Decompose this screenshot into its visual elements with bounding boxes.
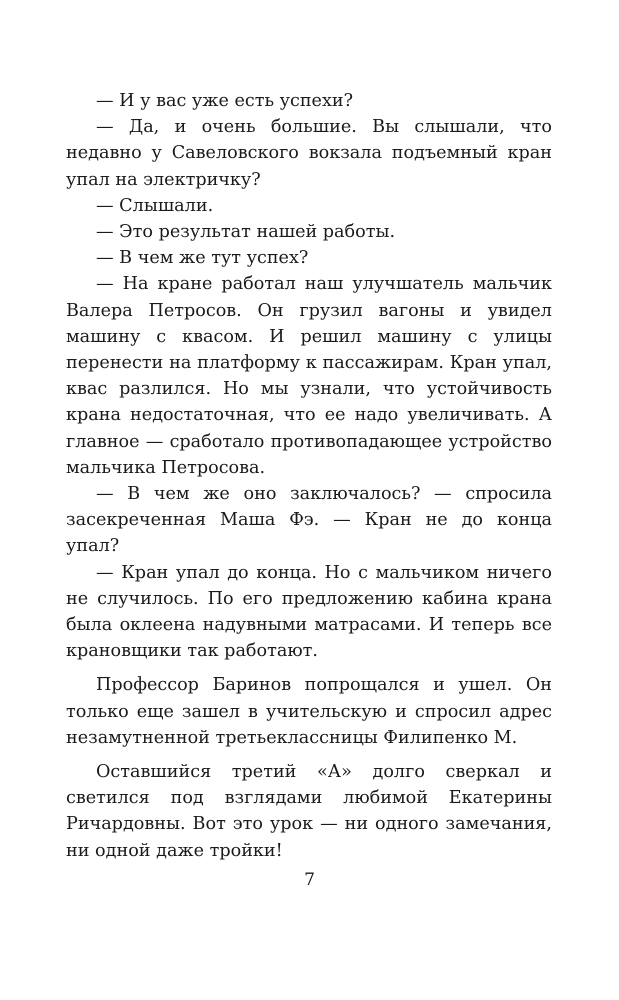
narrative-paragraph-2: Оставшийся третий «А» долго сверкал и светился под взглядами любимой Екатерины Ричардовны. Вот это урок — ни одного замечания, ни одной даже тройки! — [66, 762, 552, 861]
dialogue-line-1: — И у вас уже есть успехи? — [96, 91, 354, 111]
dialogue-line-6: — На кране работал наш улучшатель мальчик Валера Петросов. Он грузил вагоны и увидел машину с квасом. И решил машину с улицы перенести на платформу к пассажирам. Кран упал, квас разлился. Но мы узнали, что устойчивость крана недостаточная, что ее надо увеличивать. А главное — сработало противопадающее устройство мальчика Петросова. — [66, 274, 552, 478]
dialogue-line-4: — Это результат нашей работы. — [96, 222, 396, 243]
dialogue-line-3: — Слышали. — [96, 195, 214, 216]
narrative-paragraph-1: Профессор Баринов попрощался и ушел. Он только еще зашел в учительскую и спросил адрес незамутненной третьеклассницы Филипенко М. — [66, 675, 552, 748]
dialogue-line-7: — В чем же оно заключалось? — спросила засекреченная Маша Фэ. — Кран не до конца упал? — [66, 484, 552, 557]
dialogue-line-2: — Да, и очень большие. Вы слышали, что недавно у Савеловского вокзала подъемный кран упал на электричку? — [66, 117, 552, 190]
dialogue-line-8: — Кран упал до конца. Но с мальчиком ничего не случилось. По его предложению кабина крана была оклеена надувными матрасами. И теперь все крановщики так работают. — [66, 562, 552, 662]
book-page-text — [66, 88, 552, 864]
page-number: 7 — [304, 870, 315, 890]
dialogue-line-5: — В чем же тут успех? — [96, 248, 309, 269]
